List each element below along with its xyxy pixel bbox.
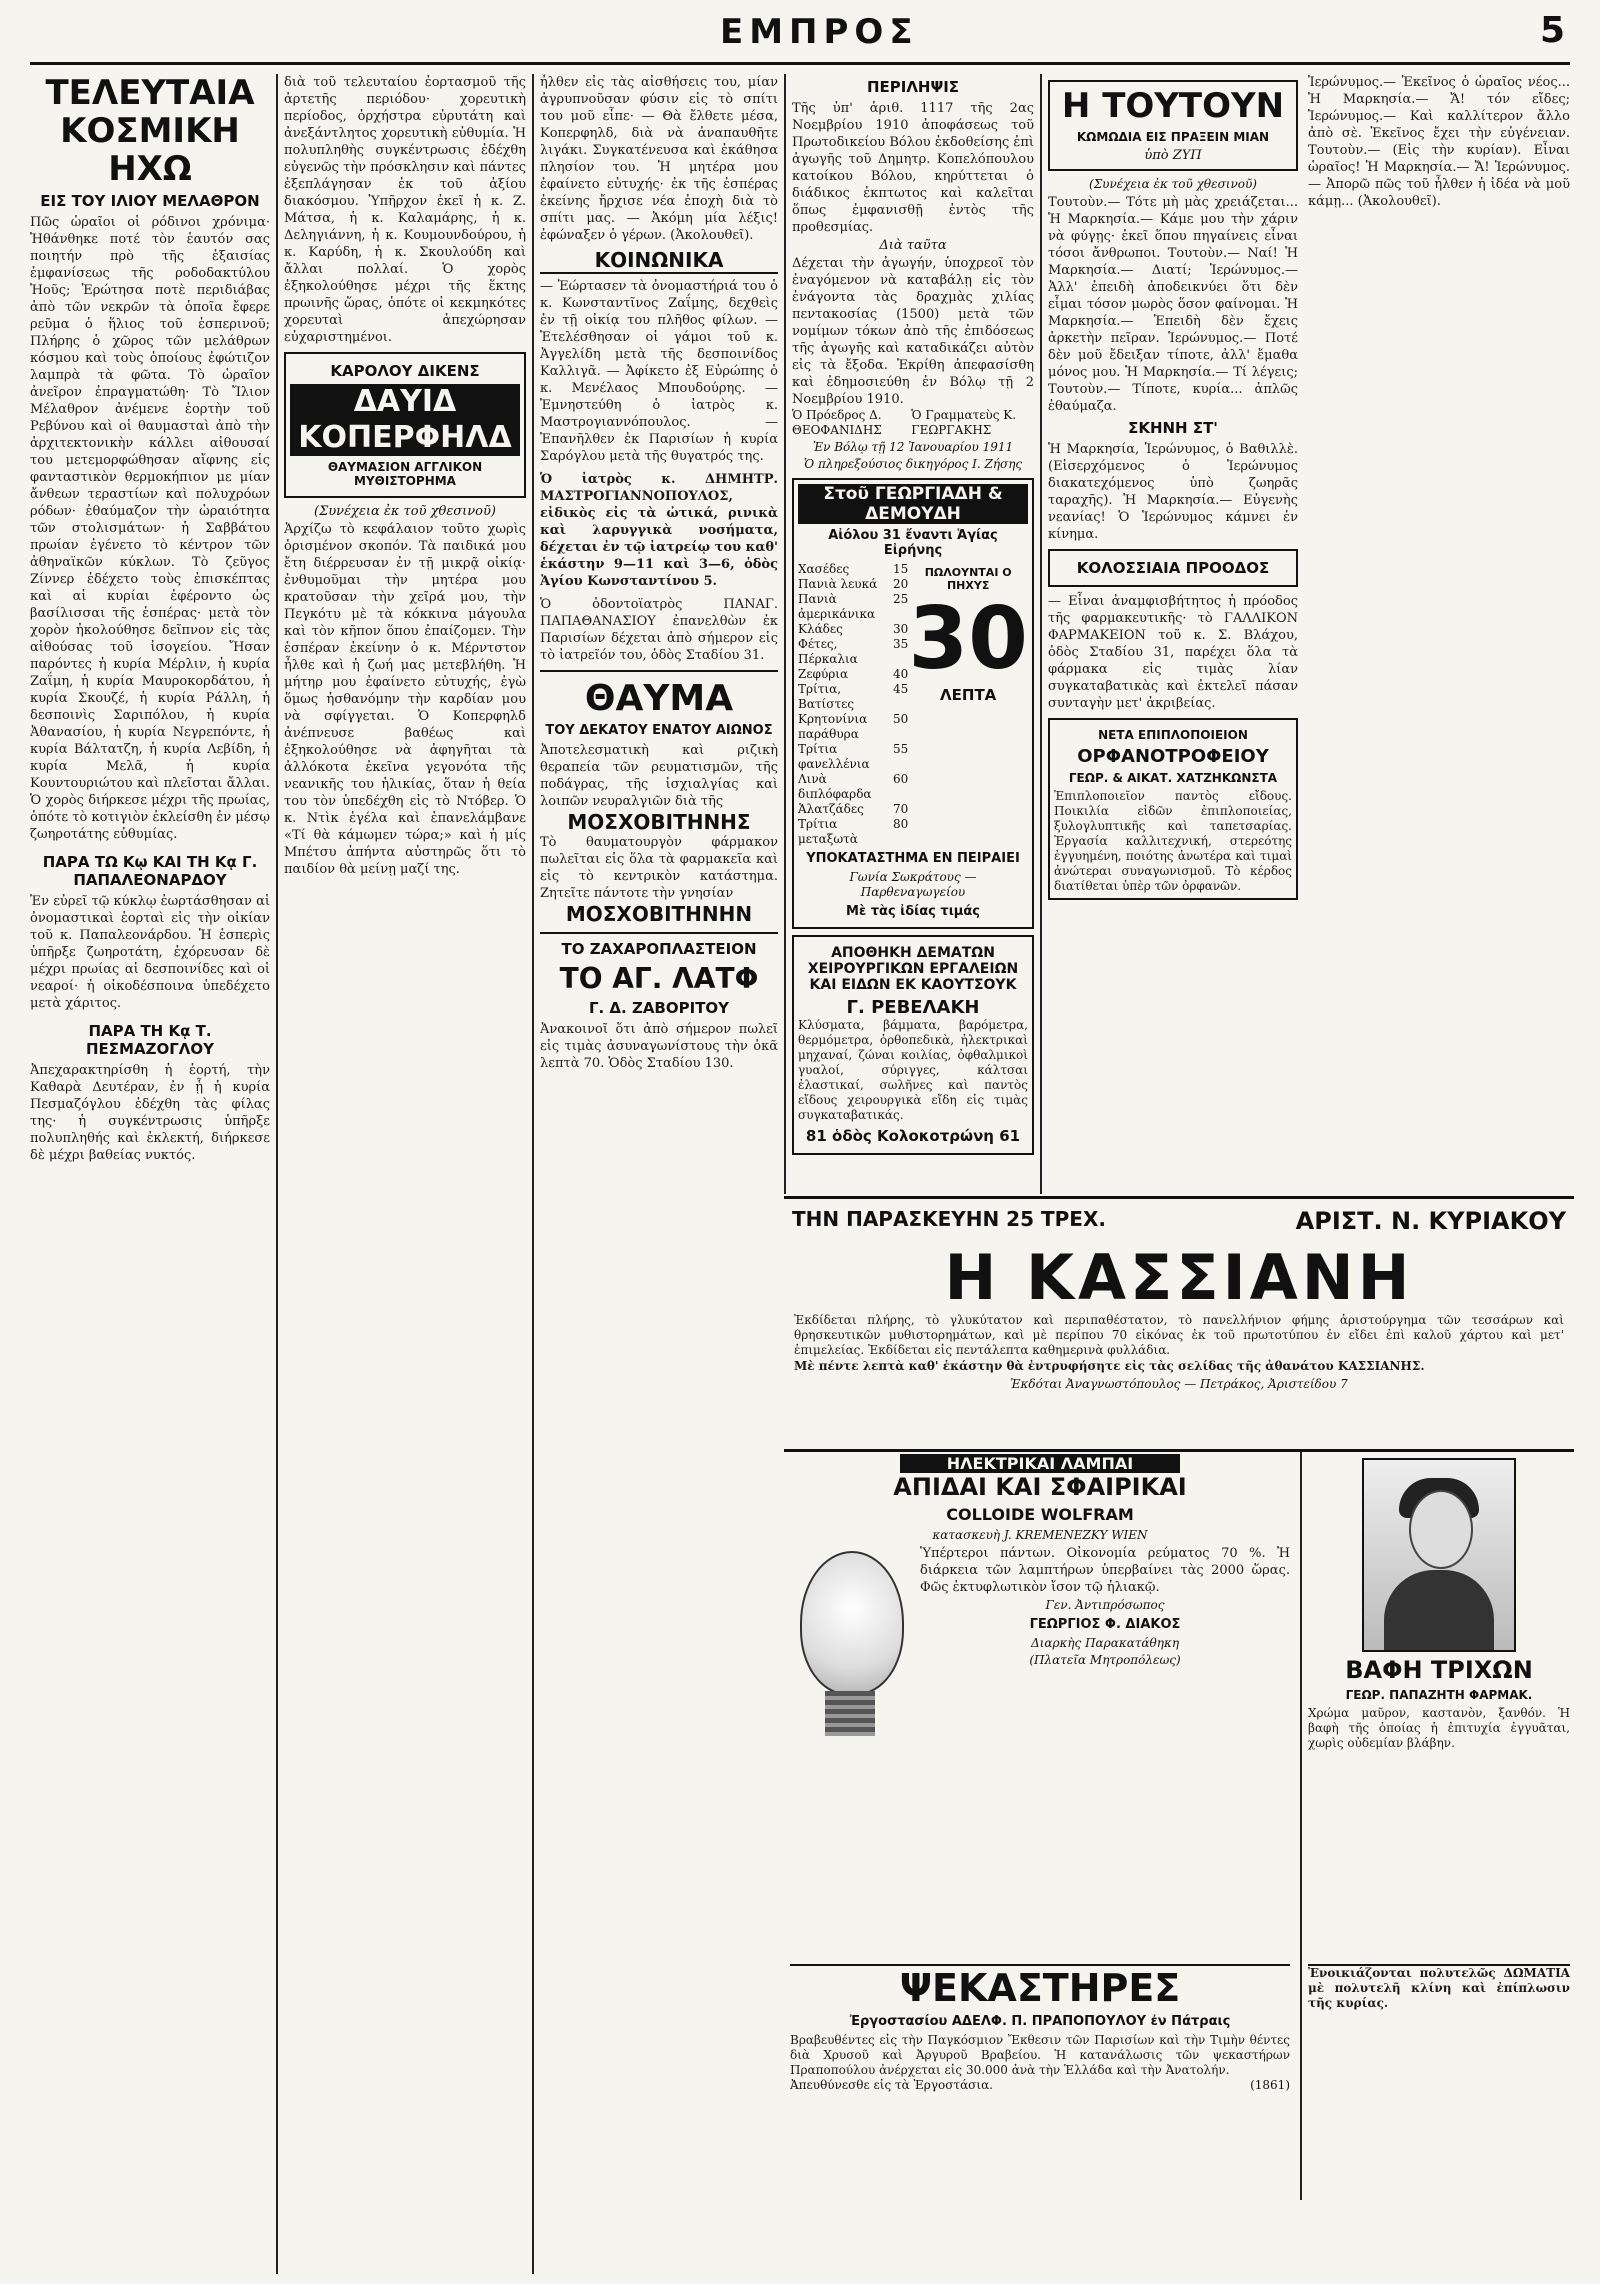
banner-title: Η ΚΑΣΣΙΑΝΗ: [944, 1241, 1414, 1314]
play-block: [1048, 74, 1298, 906]
scene-title: ΣΚΗΝΗ ΣΤ': [1128, 419, 1218, 437]
price-item-value: 20: [893, 577, 909, 591]
furniture-head: ΟΡΦΑΝΟΤΡΟΦΕΙΟΥ: [1077, 746, 1269, 767]
banner-author: ΑΡΙΣΤ. Ν. ΚΥΡΙΑΚΟΥ: [1295, 1207, 1566, 1235]
price-row: [798, 592, 908, 622]
brand-body: Τὸ θαυματουργὸν φάρμακον πωλεῖται εἰς ὅλα τὰ φαρμακεῖα καὶ εἰς τὸ κεντρικὸν κατάστημα. Ζητεῖτε πάντοτε τὴν γνησίαν: [540, 835, 778, 901]
lamp-advert: [790, 1454, 1290, 1954]
agent-place: (Πλατεῖα Μητροπόλεως): [1029, 1653, 1181, 1667]
notice-box: [1048, 549, 1298, 587]
agent-name: ΓΕΩΡΓΙΟΣ Φ. ΔΙΑΚΟΣ: [1029, 1617, 1181, 1632]
price-label: ΠΩΛΟΥΝΤΑΙ Ο ΠΗΧΥΣ: [924, 566, 1012, 592]
price-item-value: 30: [893, 622, 909, 636]
divider: [540, 670, 778, 672]
price-row: [798, 562, 908, 577]
price-row: [798, 682, 908, 712]
light-bulb-icon: [790, 1551, 910, 1741]
advert-title: ΘΑΥΜΑ: [584, 678, 734, 719]
branch-title: ΥΠΟΚΑΤΑΣΤΗΜΑ ΕΝ ΠΕΙΡΑΙΕΙ: [806, 851, 1020, 866]
advert-body: Ἀποτελεσματικὴ καὶ ριζικὴ θεραπεία τῶν ρευματισμῶν, τῆς ποδάγρας, τῆς ἰσχιαλγίας καὶ λοιπῶν νευραλγιῶν διὰ τῆς: [540, 743, 778, 809]
play-continued: [1308, 74, 1570, 906]
column-divider: [1300, 1450, 1302, 2200]
furniture-advert: [1048, 718, 1298, 900]
page-number: 5: [1540, 10, 1566, 51]
price-item-name: Τρίτια, Βατίστες: [798, 682, 855, 711]
column-divider: [1040, 74, 1042, 1194]
play-author: ὑπὸ ΖΥΠ: [1144, 148, 1202, 163]
furniture-body: Ἐπιπλοποιεῖον παντὸς εἴδους. Ποικιλία εἰδῶν ἐπιπλοποιείας, ξυλογλυπτικῆς καὶ ταπετσαρίας. Ἐργασία καλλιτεχνική, στερεότης ἐγγυημένη, ποιότης ἀνωτέρα καὶ τιμαὶ ἀνώτεραι συναγωνισμοῦ. Τὸ κέρδος διατίθεται ὑπὲρ τῶν ὀρφανῶν.: [1054, 789, 1292, 893]
price-item-value: 40: [893, 667, 909, 681]
signatures: [792, 408, 1034, 438]
play-dialogue: Ἱερώνυμος.— Ἐκεῖνος ὁ ὡραῖος νέος... Ἡ Μαρκησία.— Ἄ! τόν εἴδες; Ἱερώνυμος.— Καὶ καλλίτερον ἄλλο ἀπὸ σὲ. Ἐκεῖνος ἔχει τὴν εὐγένειαν. Τουτοὺν.— (Εἰς τὴν κυρίαν). Εἶναι ὡραῖος! Ἡ Μαρκησία.— Ἄ! Ἱερώνυμος.— Ἀπορῶ πῶς τοῦ ἦλθεν ἡ ἰδέα νὰ μοῦ κάμῃ... (Ἀκολουθεῖ).: [1308, 75, 1570, 209]
notice-body: — Εἶναι ἀναμφισβήτητος ἡ πρόοδος τῆς φαρμακευτικῆς· τὸ ΓΑΛΛΙΚΟΝ ΦΑΡΜΑΚΕΙΟΝ τοῦ κ. Σ. Βλάχου, ὁδὸς Σταδίου 31, παρέχει ὅλα τὰ φάρμακα εἰς τιμὰς λίαν συγκαταβατικὰς καὶ ἐκτελεῖ πάσαν συνταγὴν μετ' ἀκριβείας.: [1048, 594, 1298, 711]
sprayer-footer: Ἀπευθύνεσθε εἰς τὰ Ἐργοστάσια.: [790, 2078, 993, 2092]
banner-date: ΤΗΝ ΠΑΡΑΣΚΕΥΗΝ 25 ΤΡΕΧ.: [792, 1207, 1106, 1231]
price-item-name: Τρίτια φανελλένια: [798, 742, 870, 771]
sprayer-advert: [790, 1964, 1290, 2196]
price-row: [798, 802, 908, 817]
social-section-title: ΚΟΙΝΩΝΙΚΑ: [540, 248, 778, 274]
price-list: [798, 562, 908, 847]
price-item-value: 55: [893, 742, 909, 756]
masthead-title: ΕΜΠΡΟΣ: [720, 12, 919, 52]
brand-name: ΜΟΣΧΟΒΙΤΗΝΗΝ: [565, 902, 753, 926]
legal-body: Τῆς ὑπ' ἀριθ. 1117 τῆς 2ας Νοεμβρίου 1910 ἀποφάσεως τοῦ Πρωτοδικείου Βόλου ἐκδοθείσης ἐπὶ ἀγωγῆς τοῦ Δημητρ. Κοπελόπουλου κατοίκου Βόλου, κηρύττεται ὁ διάδικος ἐκπτωτος καὶ καλεῖται ὅπως ἐμφανισθῇ ἐντὸς τῆς προθεσμίας.: [792, 101, 1034, 235]
shop-address: Αἰόλου 31 ἔναντι Ἁγίας Εἰρήνης: [828, 528, 998, 558]
continuation-note: (Συνέχεια ἐκ τοῦ χθεσινοῦ): [1089, 177, 1257, 191]
textile-shop-advert: [792, 478, 1034, 929]
kassiani-banner: [784, 1196, 1574, 1452]
price-item-name: Χασέδες: [798, 562, 850, 576]
shop-title: Στοῦ ΓΕΩΡΓΙΑΔΗ & ΔΕΜΟΥΔΗ: [798, 484, 1028, 524]
column-divider: [532, 74, 534, 2274]
price-item-name: Κλάδες: [798, 622, 843, 636]
portrait-illustration: [1362, 1458, 1516, 1652]
headline: ΤΕΛΕΥΤΑΙΑ ΚΟΣΜΙΚΗ ΗΧΩ: [45, 74, 255, 189]
sprayer-body: Βραβευθέντες εἰς τὴν Παγκόσμιον Ἔκθεσιν τῶν Παρισίων καὶ τὴν Τιμὴν θέντες διὰ Χρυσοῦ καὶ Ἀργυροῦ Βραβείου. Ἡ κατανάλωσις τῶν ψεκαστήρων Πραποπούλου ἀνέρχεται εἰς 30.000 ἀνὰ τὴν Ἑλλάδα καὶ τὴν Ἀνατολήν.: [790, 2033, 1290, 2077]
agent-label: Γεν. Ἀντιπρόσωπος: [1045, 1598, 1165, 1612]
store-owner: Γ. ΡΕΒΕΛΑΚΗ: [846, 997, 980, 1018]
price-row: [798, 622, 908, 637]
store-address: 81 ὁδὸς Κολοκοτρώνη 61: [805, 1127, 1021, 1145]
price-item-value: 35: [893, 637, 909, 651]
scene-body: Ἡ Μαρκησία, Ἱερώνυμος, ὁ Βαθιλλὲ. (Εἰσερχόμενος ὁ Ἱερώνυμος διακατεχόμενος ὑπὸ ζωηρᾶς ταραχῆς). Ἡ Μαρκησία.— Εὐγενὴς νεανίας! Ὁ Ἱερώνυμος κάμνει ἐν κίνημα.: [1048, 442, 1298, 542]
play-header: [1048, 80, 1298, 171]
agent-role: Διαρκὴς Παρακατάθηκη: [1030, 1636, 1180, 1650]
price-row: [798, 742, 908, 772]
legal-heading: Διὰ ταῦτα: [879, 238, 947, 253]
column-divider: [276, 74, 278, 2274]
price-row: [798, 712, 908, 742]
doctor-notice: Ὁ ἰατρὸς κ. ΔΗΜΗΤΡ. ΜΑΣΤΡΟΓΙΑΝΝΟΠΟΥΛΟΣ, εἰδικὸς εἰς τὰ ὠτικά, ρινικὰ καὶ λαρυγγικὰ νοσήματα, δέχεται ἐν τῷ ἰατρείῳ του καθ' ἑκάστην 9—11 καὶ 3—6, ὁδὸς Ἁγίου Κωνσταντίνου 5.: [540, 472, 778, 589]
price-item-name: Ζεφύρια: [798, 667, 849, 681]
shop-owner: Γ. Δ. ΖΑΒΟΡΙΤΟΥ: [588, 999, 730, 1017]
price-item-value: 15: [893, 562, 909, 576]
small-notice: [1308, 1964, 1570, 2196]
social-notes: — Ἑώρτασεν τὰ ὀνομαστήριά του ὁ κ. Κωνσταντῖνος Ζαΐμης, δεχθεὶς ἐν τῇ οἰκίᾳ του πλῆθος φίλων. — Ἐτελέσθησαν οἱ γάμοι τοῦ κ. Ἀγγελίδη μετὰ τῆς δεσποινίδος Καλλιγᾶ. — Ἀφίκετο ἐξ Εὐρώπης ὁ κ. Μενέλαος Μπουδούρης. — Ἐμνηστεύθη ὁ ἰατρὸς κ. Μαστρογιαννόπουλος. — Ἐπανῆλθεν ἐκ Παρισίων ἡ κυρία Σαρόγλου μετὰ τῆς θυγατρός της.: [540, 279, 778, 464]
column-3: [540, 74, 778, 2264]
price-row: [798, 667, 908, 682]
hair-body: Χρώμα μαῦρον, καστανὸν, ξανθόν. Ἡ βαφὴ τῆς ὁποίας ἡ ἐπιτυχία ἐγγυᾶται, χωρὶς οὐδεμίαν βλάβην.: [1308, 1706, 1570, 1750]
sprayer-maker: Ἐργοστασίου ΑΔΕΛΦ. Π. ΠΡΑΠΟΠΟΥΛΟΥ ἐν Πάτραις: [849, 2014, 1231, 2029]
novel-text: Ἀρχίζω τὸ κεφάλαιον τοῦτο χωρὶς ὁρισμένον σκοπόν. Τὰ παιδικά μου ἔτη διέρρευσαν ἐν τῇ μικρᾷ οἰκίᾳ· ἐνθυμοῦμαι τὴν μητέρα μου κρατοῦσαν τὴν χεῖρά μου, τὴν Πεγκότυ μὲ τὰ κόκκινα μάγουλα καὶ τὸν κῆπον ὅπου ἐπαίζομεν. Τὴν ἑσπέραν ἐκείνην ὁ κ. Μέρντστον ἦλθε καὶ ἡ ζωή μας μετεβλήθη. Ἡ μήτηρ μου ἐφαίνετο εὐτυχής, ἐγὼ ὅμως ἠσθανόμην τὴν καρδίαν μου νὰ σφίγγεται. Ὁ Κοπερφηλδ ἀνέπνευσε βαθέως καὶ ἐξηκολούθησε νὰ ἀφηγῆται τὰ ἀλλόκοτα ἐκεῖνα γεγονότα τῆς νεανικῆς του ἡλικίας, ὅταν ἡ θεία του τὸν ὑπεδέχθη εἰς τὸ Ντόβερ. Ὁ κ. Ντὶκ ἐγέλα καὶ ἐπανελάμβανε «Τί θὰ κάμωμεν τώρα;» καὶ ἡ μίς Μπέτσυ ἀπήντα αὐστηρῶς ὅτι τὸ παιδίον θὰ μείνῃ μαζί της.: [284, 522, 526, 877]
price-row: [798, 772, 908, 802]
shop-body: Ἀνακοινοῖ ὅτι ἀπὸ σήμερον πωλεῖ εἰς τιμὰς ἀσυναγωνίστους τὴν ὀκᾶ λεπτὰ 70. Ὁδὸς Σταδίου 130.: [540, 1022, 778, 1071]
lamp-body: Ὑπέρτεροι πάντων. Οἰκονομία ρεύματος 70 %. Ἡ διάρκεια τῶν λαμπτήρων ὑπερβαίνει τὰς 2000 ὥρας. Φῶς ἐκτυφλωτικὸν ἴσον τῷ ἡλιακῷ.: [920, 1546, 1290, 1595]
section-body: Ἐν εὐρεῖ τῷ κύκλῳ ἐωρτάσθησαν αἱ ὀνομαστικαὶ ἑορταὶ εἰς τὴν οἰκίαν τοῦ κ. Παπαλεονάρδου. Ἡ ἑσπερὶς ὑπῆρξε ζωηροτάτη, ἐχόρευσαν δὲ μέχρι πρωίας αἱ δεσποινίδες καὶ οἱ νεαροί· ἡ οἰκοδέσποινα ὑπεδέχετο μετὰ χάριτος.: [30, 894, 270, 1011]
author-name: ΚΑΡΟΛΟΥ ΔΙΚΕΝΣ: [330, 362, 480, 380]
sprayer-footer-code: (1861): [1250, 2078, 1290, 2092]
section-title: ΠΕΡΙΛΗΨΙΣ: [866, 78, 960, 96]
divider: [540, 932, 778, 934]
subhead: ΕΙΣ ΤΟΥ ΙΛΙΟΥ ΜΕΛΑΘΡΟΝ: [40, 192, 260, 210]
novel-title: ΔΑΥΙΔ ΚΟΠΕΡΦΗΛΔ: [290, 384, 520, 456]
signature-secretary: Ὁ Γραμματεὺς Κ. ΓΕΩΡΓΑΚΗΣ: [911, 408, 1017, 437]
legal-date: Ἐν Βόλῳ τῇ 12 Ἰανουαρίου 1911: [812, 440, 1014, 454]
hair-owner: ΓΕΩΡ. ΠΑΠΑΖΗΤΗ ΦΑΡΜΑΚ.: [1345, 1688, 1533, 1702]
banner-body: Ἐκδίδεται πλήρης, τὸ γλυκύτατον καὶ περιπαθέστατον, τὸ πανελλήνιον φήμης ἀριστούργημα τῶν τεσσάρων καὶ θρησκευτικῶν μυθιστορημάτων, καὶ μὲ περίπου 70 εἰκόνας ἐκ τοῦ πρωτοτύπου ἐν εἴδει ἐπὶ καλοῦ χάρτου καὶ μετ' ἐπιμελείας. Ἐκδίδεται εἰς πεντάλεπτα καθημερινὰ φυλλάδια.: [794, 1313, 1564, 1357]
price-row: [798, 817, 908, 847]
price-item-name: Φέτες, Πέρκαλια: [798, 637, 858, 666]
price-row: [798, 637, 908, 667]
banner-price-note: Μὲ πέντε λεπτὰ καθ' ἑκάστην θὰ ἐντρυφήσητε εἰς τὰς σελίδας τῆς ἀθανάτου ΚΑΣΣΙΑΝΗΣ.: [794, 1359, 1425, 1373]
masthead-rule: [30, 62, 1570, 65]
store-body: Κλύσματα, βάμματα, βαρόμετρα, θερμόμετρα, ὀρθοπεδικὰ, ἠλεκτρικαὶ μηχαναί, ζώναι κοιλίας, ὀφθαλμικοὶ γυαλοί, σύριγγες, κάλτσαι ἐλαστικαί, σωλῆνες καὶ παντὸς εἴδους χειρουργικὰ εἴδη εἰς τιμὰς συγκαταβατικάς.: [798, 1018, 1028, 1122]
store-title: ΑΠΟΘΗΚΗ ΔΕΜΑΤΩΝ ΧΕΙΡΟΥΡΓΙΚΩΝ ΕΡΓΑΛΕΙΩΝ ΚΑΙ ΕΙΔΩΝ ΕΚ ΚΑΟΥΤΣΟΥΚ: [807, 945, 1019, 993]
price-item-value: 60: [893, 772, 909, 786]
play-title: Η ΤΟΥΤΟΥΝ: [1061, 86, 1285, 126]
price-item-name: Πανιὰ ἀμερικάνικα: [798, 592, 876, 621]
brand-name: ΜΟΣΧΟΒΙΤΗΝΗΣ: [567, 810, 751, 834]
furniture-owner: ΓΕΩΡ. & ΑΙΚΑΤ. ΧΑΤΖΗΚΩΝΣΤΑ: [1068, 771, 1278, 785]
section-title: ΠΑΡΑ ΤΩ Κῳ ΚΑΙ ΤΗ Κᾳ Γ. ΠΑΠΑΛΕΟΝΑΡΔΟΥ: [42, 853, 258, 889]
price-banner: [908, 562, 1028, 847]
price-item-name: Λινὰ διπλόφαρδα: [798, 772, 872, 801]
column-1: [30, 74, 270, 2264]
lamp-subtitle: ΑΠΙΔΑΙ ΚΑΙ ΣΦΑΙΡΙΚΑΙ: [893, 1473, 1187, 1501]
column-divider: [784, 74, 786, 1194]
price-item-value: 50: [893, 712, 909, 726]
shop-name: ΤΟ ΑΓ. ΛΑΤΦ: [559, 962, 759, 995]
column-2: [284, 74, 526, 2264]
article-body: Πῶς ὡραῖοι οἱ ρόδινοι χρόνιμα· Ἠθάνθηκε ποτέ τὸν ἑαυτόν σας ποιητήν πρὸ τῆς ἐξαισίας ἐμφανίσεως τῆς ροδοδακτύλου Ἠοῦς; Ἐρώτησα ποτὲ περιδιάβας ἀπὸ τῶν νεκρῶν τὰ ὁποῖα ἔφερε ρεῦμα ὁ ἥλιος τοῦ ἑσπερινοῦ; Πλήρης ὁ χῶρος τῶν μελάθρων κόσμου καὶ τοὺς ὁποίους ἐφώτιζον λαμπρὰ τὰ φῶτα. Τὸ ὡραῖον ἀνεῖρον ἐπραγματώθη· Τὸ Ἴλιον Μέλαθρον ἀνέμενε ἑορτὴν τοῦ Ρεβύνου καὶ οἱ θαυμασταὶ ἀπὸ τὴν ἀρχιτεκτονικὴν κάλλει αἰθουσαί του μετεμορφώθησαν αἴφνης εἰς φανταστικὸν θερμοκήπιον με μίαν ἄνθεων τεραστίων καὶ πολυχρόων ρόδων· ἐθαύμαζον τὴν ὡραιότητα τῶν στολισμάτων· ἡ Σαββάτου πρωίαν ἐγένετο τὸ κέντρον τῶν ἀθηναϊκῶν κύκλων. Τὸ ζεῦγος Ζίννερ ἐδέχετο τοὺς ἐπισκέπτας καὶ αἱ κυρίαι ἐφέροντο ὡς βασίλισσαι τῆς ἑσπέρας· μετὰ τὸν χορὸν ἠκολούθησε δεῖπνον εἰς τὰς αἰθούσας τοῦ ἰσογείου. Ἤσαν παρόντες ἡ κυρία Μέρλιν, ἡ κυρία Ζαΐμη, ἡ κυρία Μαυροκορδάτου, ἡ κυρία Σκουζέ, ἡ κυρία Ράλλη, ἡ δεσποινὶς Σαριπόλου, ἡ κυρία Ἀθανασίου, ἡ κυρία Νεγρεπόντε, ἡ κυρία Βάλτατζη, ἡ κυρία Λεβίδη, ἡ κυρία Μελᾶ, ἡ κυρία Κουντουριώτου καὶ πλεῖσται ἄλλαι. Ὁ χορὸς διήρκεσε μέχρι τῆς πρωίας, ὁπότε τὸ κοτιγιὸν ἐκλείσθη ἐν μέσῳ ζωηροτάτης εὐθυμίας.: [30, 215, 270, 842]
section-body: Ἀπεχαρακτηρίσθη ἡ ἑορτή, τὴν Καθαρὰ Δευτέραν, ἐν ᾗ ἡ κυρία Πεσμαζόγλου ἐδέχθη τὰς φίλας της· ἡ συγκέντρωσις ὑπῆρξε πολυπληθής καὶ ἐκλεκτή, διήρκεσε δὲ μέχρι βαθείας νυκτός.: [30, 1063, 270, 1163]
lamp-title: ΗΛΕΚΤΡΙΚΑΙ ΛΑΜΠΑΙ: [900, 1454, 1180, 1473]
section-title: ΠΑΡΑ ΤΗ Κᾳ Τ. ΠΕΣΜΑΖΟΓΛΟΥ: [86, 1022, 214, 1058]
advert-subtitle: ΤΟΥ ΔΕΚΑΤΟΥ ΕΝΑΤΟΥ ΑΙΩΝΟΣ: [545, 723, 773, 738]
shop-header: ΤΟ ΖΑΧΑΡΟΠΛΑΣΤΕΙΟΝ: [561, 940, 757, 958]
column-4: [792, 74, 1034, 1184]
price-row: [798, 577, 908, 592]
notice-title: ΚΟΛΟΣΣΙΑΙΑ ΠΡΟΟΔΟΣ: [1076, 559, 1270, 577]
continuation-note: (Συνέχεια ἐκ τοῦ χθεσινοῦ): [314, 504, 496, 519]
branch-note: Μὲ τὰς ἰδίας τιμάς: [846, 904, 980, 919]
play-subtitle: ΚΩΜΩΔΙΑ ΕΙΣ ΠΡΑΞΕΙΝ ΜΙΑΝ: [1076, 130, 1270, 144]
price-item-name: Πανιὰ λευκά: [798, 577, 878, 591]
price-item-value: 70: [893, 802, 909, 816]
price-item-name: Κρητονίνια παράθυρα: [798, 712, 868, 741]
novel-subtitle: ΘΑΥΜΑΣΙΟΝ ΑΓΓΛΙΚΟΝ ΜΥΘΙΣΤΟΡΗΜΑ: [327, 460, 483, 488]
banner-publisher: Ἐκδόται Ἀναγνωστόπουλος — Πετράκος, Ἀριστείδου 7: [1010, 1377, 1348, 1391]
lamp-maker: κατασκευὴ J. KREMENEZKY WIEN: [932, 1528, 1148, 1542]
price-big: 30: [908, 589, 1028, 689]
price-item-name: Ἁλατζάδες: [798, 802, 864, 816]
price-item-value: 25: [893, 592, 909, 606]
article-body: διὰ τοῦ τελευταίου ἐορτασμοῦ τῆς ἀρτετῆς περιόδου· χορευτικὴ περίοδος, ὀρχήστρα εὐρυτάτη καὶ ἀνεξάντλητος χορευτικὴ εὐθυμία. Ἡ πολυπληθὴς συγκέντρωσις ἐδέχθη εὐγενῶς τὴν πρόσκλησιν καὶ πάντες ἐξεπλάγησαν ἐκ τοῦ ἀξίου διακόσμου. Ὑπῆρχον ἐκεῖ ἡ κ. Ζ. Μάτσα, ἡ κ. Καλαμάρης, ἡ κ. Δεληγιάννη, ἡ κ. Κουμουνδούρου, ἡ κ. Καρύδη, ἡ κ. Σκουλούδη καὶ ἄλλαι πολλαί. Ὁ χορὸς ἐξηκολούθησε μέχρι τῆς ἕκτης πρωινῆς ὥρας, ὁπότε οἱ κεκμηκότες χορευταὶ ἀπεχώρησαν εὐχαριστημένοι.: [284, 75, 526, 345]
lamp-product: COLLOIDE WOLFRAM: [946, 1505, 1134, 1524]
novel-advert: [284, 352, 526, 498]
play-dialogue: Τουτοὺν.— Τότε μὴ μὰς χρειάζεται... Ἡ Μαρκησία.— Κάμε μου τὴν χάριν νὰ φύγῃς· ἐκεῖ ὅπου πηγαίνεις εἶναι τόσοι ἄνθρωποι. Τουτοὺν.— Ναί! Ἡ Μαρκησία.— Διατί; Ἱερώνυμος.— Ἀλλ' ἐπειδὴ ἀποδεικνύει ὅτι δὲν εἶμαι τόσον μωρὸς ὅσον φαίνομαι. Ἡ Μαρκησία.— Ἐπειδὴ δὲν ἔχεις ἀρκετὴν πεῖραν. Ἱερώνυμος.— Ποτέ δὲν μοῦ ἔδειξαν τίποτε, ἀλλ' ἔμαθα μόνος μου. Ἡ Μαρκησία.— Τί λέγεις; Τουτοὺν.— Τίποτε, κυρία... ἀπλῶς ἐθαύμαζα.: [1048, 195, 1298, 414]
column-5: [1048, 74, 1570, 1184]
hair-title: ΒΑΦΗ ΤΡΙΧΩΝ: [1345, 1656, 1533, 1684]
surgical-store-advert: [792, 935, 1034, 1155]
dentist-notice: Ὁ ὀδοντοϊατρὸς ΠΑΝΑΓ. ΠΑΠΑΘΑΝΑΣΙΟΥ ἐπανελθὼν ἐκ Παρισίων δέχεται ἀπὸ σήμερον εἰς τὸ ἰατρεῖόν του, ὁδὸς Σταδίου 31.: [540, 597, 778, 663]
masthead: [0, 0, 1600, 70]
legal-body: Δέχεται τὴν ἀγωγήν, ὑποχρεοῖ τὸν ἐναγόμενον νὰ καταβάλῃ εἰς τὸν ἐνάγοντα τὰς δραχμὰς χιλίας πεντακοσίας (1500) μετὰ τῶν νομίμων τόκων ἀπὸ τῆς ἐπιδόσεως τῆς ἀγωγῆς καὶ καταδικάζει αὐτὸν εἰς τὰ ἔξοδα. Ἐκρίθη ἀπεφασίσθη καὶ ἐδημοσιεύθη ἐν Βόλῳ τῇ 2 Νοεμβρίου 1910.: [792, 256, 1034, 407]
price-unit: ΛΕΠΤΑ: [940, 686, 997, 704]
signature-president: Ὁ Πρόεδρος Δ. ΘΕΟΦΑΝΙΔΗΣ: [792, 408, 882, 437]
article-body: ἦλθεν εἰς τὰς αἰσθήσεις του, μίαν ἀγρυπνοῦσαν φύσιν εἰς τὸ σπίτι του μοῦ εἶπε· — Θὰ ἔλθετε μέσα, Κοπερφηλδ, διὰ νὰ ἀναπαυθῆτε λιγάκι. Συγκατένευσα καὶ ἐκάθησα πλησίον του. Ἡ μητέρα μου ἐφαίνετο εὐτυχής· ἐκ τῆς ἐσπέρας ἐκείνης ἤρχισε νέα ἐποχὴ διὰ τὸ σπίτι μας. — Ἀκόμη μία λέξις! ἐφώναξεν ὁ γέρων. (Ἀκολουθεῖ).: [540, 75, 778, 243]
attorney: Ὁ πληρεξούσιος δικηγόρος Ι. Ζήσης: [803, 457, 1023, 471]
furniture-title: ΝΕΤΑ ΕΠΙΠΛΟΠΟΙΕΙΟΝ: [1098, 728, 1248, 742]
small-notice-body: Ἐνοικιάζονται πολυτελῶς ΔΩΜΑΤΙΑ μὲ πολυτελῆ κλίνη καὶ ἐπίπλωσιν τῆς κυρίας.: [1308, 1966, 1570, 2010]
price-item-name: Τρίτια μεταξωτὰ: [798, 817, 858, 846]
price-item-value: 80: [893, 817, 909, 831]
price-item-value: 45: [893, 682, 909, 696]
hair-dye-advert: [1308, 1454, 1570, 1954]
branch-address: Γωνία Σωκράτους — Παρθεναγωγείου: [849, 870, 977, 899]
sprayer-title: ΨΕΚΑΣΤΗΡΕΣ: [899, 1966, 1181, 2010]
